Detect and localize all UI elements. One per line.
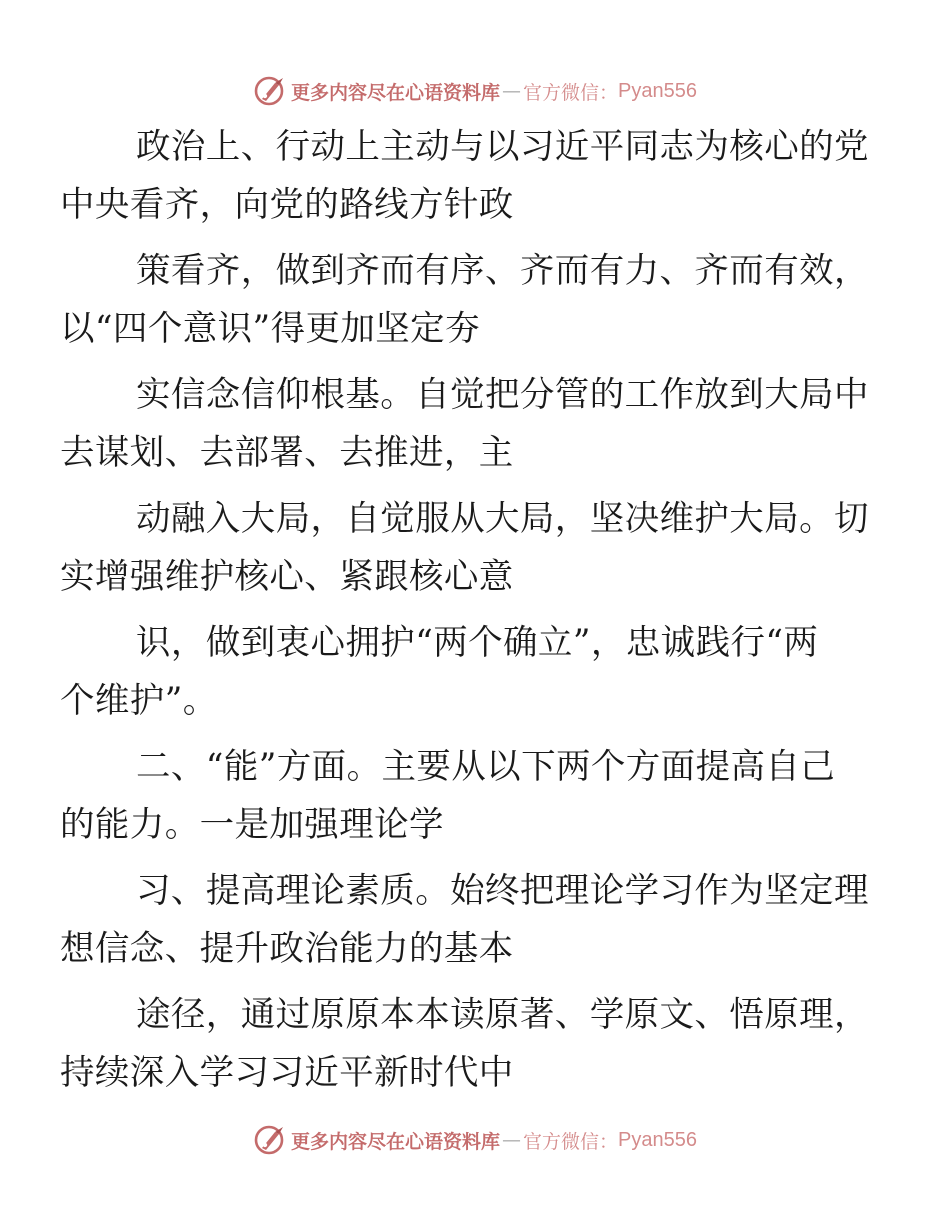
paragraph xyxy=(60,366,869,482)
paragraph-line: 去谋划、去部署、去推进，主 xyxy=(60,433,514,473)
paragraph-line: 识，做到衷心拥护“两个确立”，忠诚践行“两 xyxy=(136,623,819,663)
paragraph xyxy=(60,490,869,606)
paragraph xyxy=(60,862,869,978)
quill-pen-logo-icon xyxy=(253,74,287,108)
paragraph-line: 实增强维护核心、紧跟核心意 xyxy=(60,557,514,597)
paragraph-line: 实信念信仰根基。自觉把分管的工作放到大局中 xyxy=(136,375,869,415)
paragraph-line: 中央看齐，向党的路线方针政 xyxy=(60,185,514,225)
watermark-brand: 更多内容尽在心语资料库 xyxy=(291,81,501,104)
paragraph xyxy=(60,738,858,854)
footer-watermark xyxy=(0,1120,950,1160)
paragraph-line: 途径，通过原原本本读原著、学原文、悟原理， xyxy=(136,995,869,1035)
paragraph xyxy=(60,986,869,1102)
quill-pen-logo-icon xyxy=(253,1123,287,1157)
paragraph-line: 政治上、行动上主动与以习近平同志为核心的党 xyxy=(136,127,869,167)
watermark-brand: 更多内容尽在心语资料库 xyxy=(291,1130,501,1153)
watermark-label: 官方微信： xyxy=(523,1130,619,1153)
paragraph-line: 动融入大局，自觉服从大局，坚决维护大局。切 xyxy=(136,499,869,539)
paragraph-line: 想信念、提升政治能力的基本 xyxy=(60,929,514,969)
paragraph-line: 个维护”。 xyxy=(60,681,218,721)
paragraph xyxy=(60,118,869,234)
watermark-label: 官方微信： xyxy=(523,81,619,104)
paragraph-line: 的能力。一是加强理论学 xyxy=(60,805,444,845)
paragraph-line: 持续深入学习习近平新时代中 xyxy=(60,1053,514,1093)
watermark-separator: — xyxy=(502,1129,522,1151)
header-watermark xyxy=(0,71,950,111)
watermark-wechat-id: Pyan556 xyxy=(618,1128,697,1151)
paragraph xyxy=(60,242,869,358)
paragraph-line: 策看齐，做到齐而有序、齐而有力、齐而有效， xyxy=(136,251,869,291)
watermark-separator: — xyxy=(502,80,522,102)
paragraph-line: 习、提高理论素质。始终把理论学习作为坚定理 xyxy=(136,871,869,911)
paragraph xyxy=(60,614,858,730)
document-body xyxy=(60,118,869,1110)
watermark-wechat-id: Pyan556 xyxy=(618,79,697,102)
paragraph-line: 二、“能”方面。主要从以下两个方面提高自己 xyxy=(136,747,836,787)
paragraph-line: 以“四个意识”得更加坚定夯 xyxy=(60,309,480,349)
